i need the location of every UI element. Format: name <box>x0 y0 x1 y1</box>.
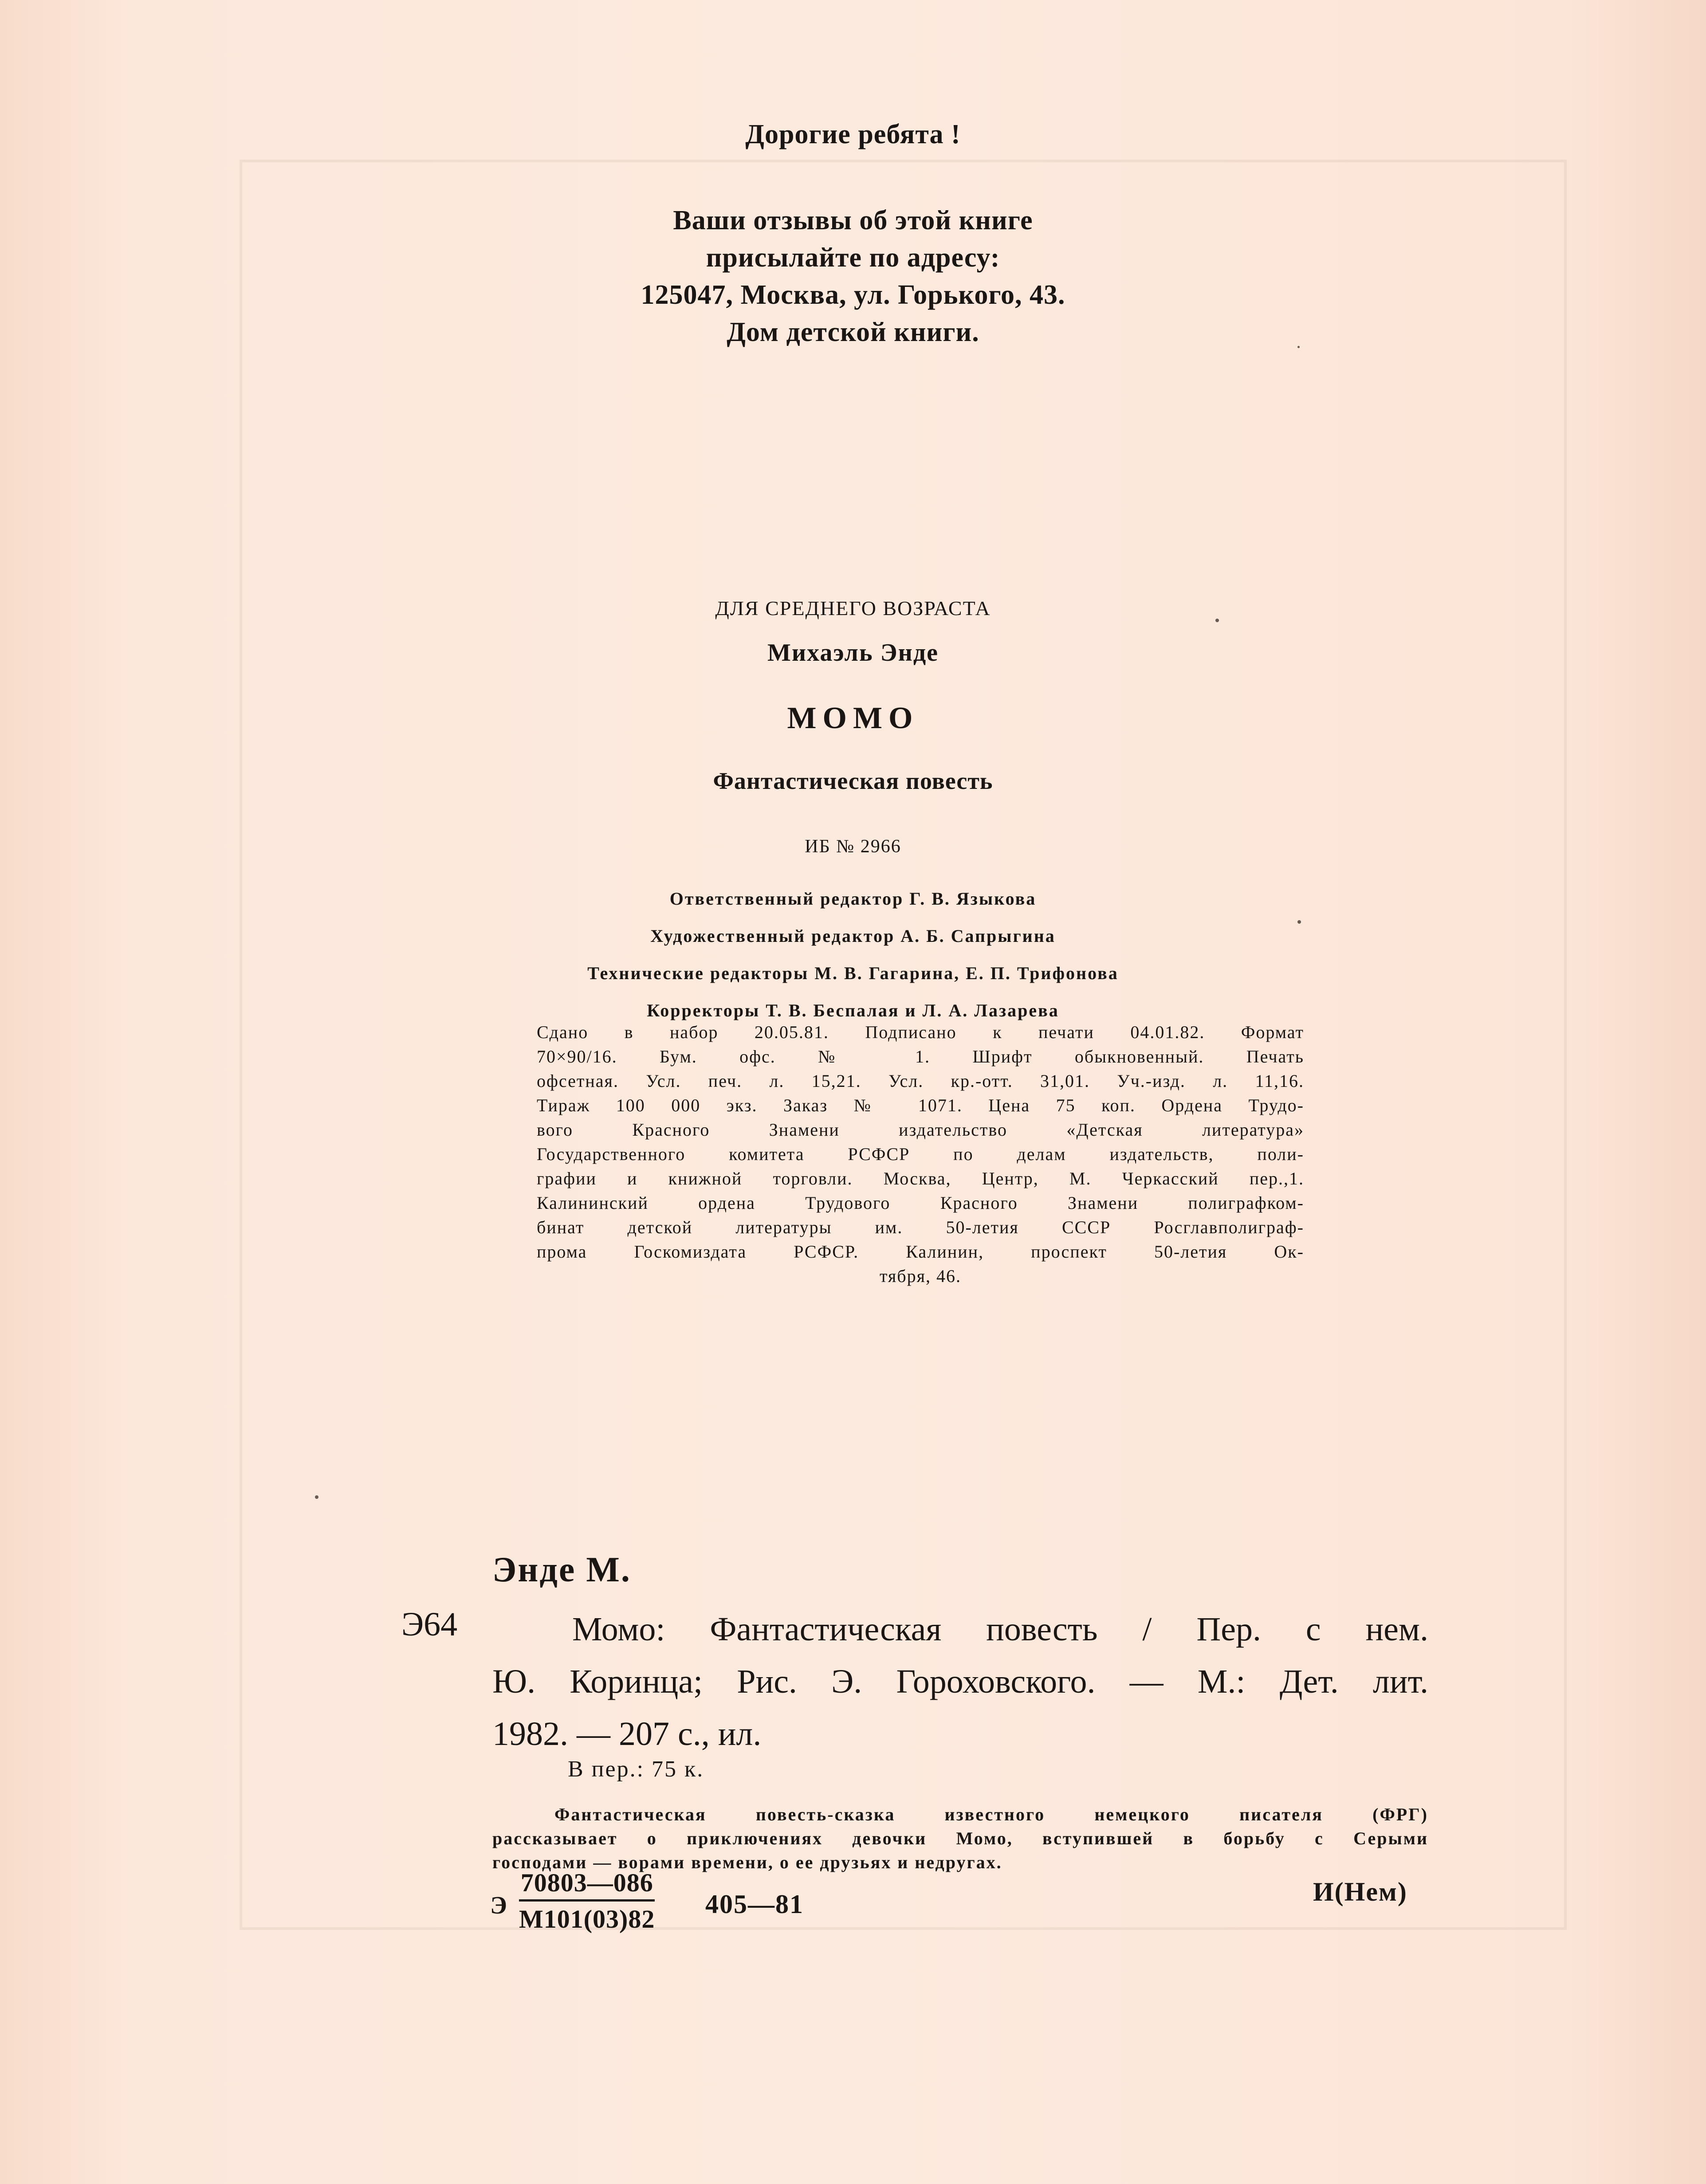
imprint-block <box>537 1020 1304 1288</box>
reviews-line: Дом детской книги. <box>727 317 979 347</box>
index-fraction <box>519 1868 655 1934</box>
catalog-price: В пер.: 75 к. <box>568 1757 704 1782</box>
paper-speck <box>1215 619 1219 622</box>
imprint-line: бинат детской литературы им. 50-летия СССР Росглавполиграф- <box>537 1217 1304 1237</box>
book-title: МОМО <box>787 701 919 735</box>
imprint-line: Государственного комитета РСФСР по делам издательств, поли- <box>537 1144 1304 1164</box>
reviews-line: присылайте по адресу: <box>706 243 1000 273</box>
credits-list <box>0 880 1706 1029</box>
paper-speck <box>1297 920 1301 924</box>
index-numerator: 70803—086 <box>519 1868 655 1902</box>
credit-line: Художественный редактор А. Б. Сапрыгина <box>650 926 1056 946</box>
ib-number: ИБ № 2966 <box>805 836 901 857</box>
annotation-line: рассказывает о приключениях девочки Момо, вступившей в борьбу с Серыми <box>492 1828 1428 1848</box>
imprint-line: графии и книжной торговли. Москва, Центр, М. Черкасский пер.,1. <box>537 1168 1304 1188</box>
book-author: Михаэль Энде <box>767 639 939 667</box>
imprint-line: прома Госкомиздата РСФСР. Калинин, проспект 50-летия Ок- <box>537 1242 1304 1262</box>
catalog-description <box>492 1603 1428 1760</box>
catalog-description-line: Момо: Фантастическая повесть / Пер. с нем. <box>572 1611 1428 1648</box>
credit-line: Технические редакторы М. В. Гагарина, Е. П. Трифонова <box>587 963 1119 983</box>
index-letter: Э <box>490 1892 507 1919</box>
imprint-line: 70×90/16. Бум. офс. № 1. Шрифт обыкновенный. Печать <box>537 1047 1304 1067</box>
reviews-address <box>0 202 1706 351</box>
reviews-line: Ваши отзывы об этой книге <box>673 205 1033 235</box>
imprint-line: вого Красного Знамени издательство «Детская литература» <box>537 1120 1304 1140</box>
annotation-line: господами — ворами времени, о ее друзьях и недругах. <box>492 1852 1002 1872</box>
age-group: ДЛЯ СРЕДНЕГО ВОЗРАСТА <box>715 597 991 620</box>
paper-speck <box>315 1495 318 1499</box>
annotation-line: Фантастическая повесть-сказка известного немецкого писателя (ФРГ) <box>554 1804 1428 1824</box>
catalog-code: Э64 <box>401 1606 458 1643</box>
imprint-line: тября, 46. <box>879 1266 962 1286</box>
credit-line: Корректоры Т. В. Беспалая и Л. А. Лазарева <box>647 1000 1059 1020</box>
imprint-line: Калининский ордена Трудового Красного Знамени полиграфком- <box>537 1193 1304 1213</box>
greeting-heading: Дорогие ребята ! <box>745 119 961 149</box>
credit-line: Ответственный редактор Г. В. Языкова <box>669 889 1037 909</box>
paper-speck <box>1297 346 1300 348</box>
book-genre: Фантастическая повесть <box>713 768 993 794</box>
reviews-line: 125047, Москва, ул. Горького, 43. <box>641 280 1065 310</box>
catalog-author: Энде М. <box>492 1550 631 1589</box>
catalog-description-line: Ю. Коринца; Рис. Э. Гороховского. — М.: Дет. лит. <box>492 1663 1428 1700</box>
index-denominator: М101(03)82 <box>519 1905 655 1933</box>
imprint-line: Тираж 100 000 экз. Заказ № 1071. Цена 75 коп. Ордена Трудо- <box>537 1095 1304 1115</box>
catalog-description-line: 1982. — 207 с., ил. <box>492 1715 762 1753</box>
index-tail: 405—81 <box>705 1890 804 1919</box>
imprint-line: Сдано в набор 20.05.81. Подписано к печати 04.01.82. Формат <box>537 1022 1304 1042</box>
imprint-line: офсетная. Усл. печ. л. 15,21. Усл. кр.-отт. 31,01. Уч.-изд. л. 11,16. <box>537 1071 1304 1091</box>
language-mark: И(Нем) <box>1313 1877 1407 1906</box>
catalog-annotation <box>492 1803 1428 1874</box>
